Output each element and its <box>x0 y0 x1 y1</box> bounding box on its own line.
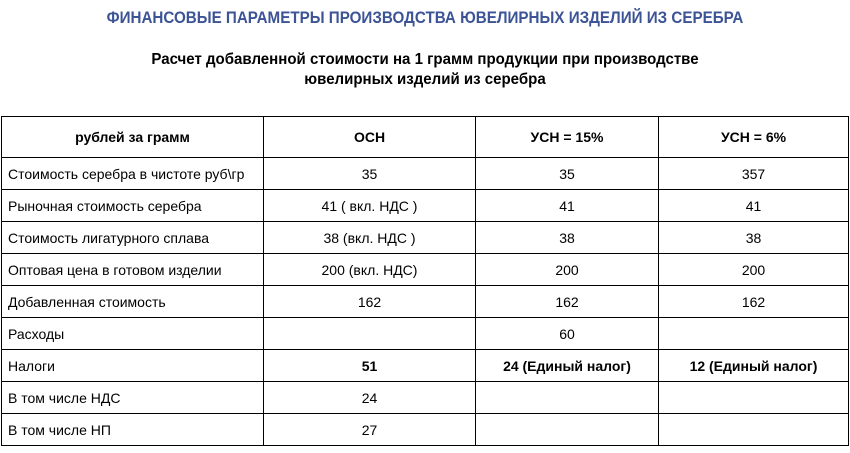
cell-usn6: 357 <box>659 158 849 190</box>
row-label: Оптовая цена в готовом изделии <box>2 254 264 286</box>
cell-osn: 200 (вкл. НДС) <box>264 254 476 286</box>
cell-osn: 41 ( вкл. НДС ) <box>264 190 476 222</box>
table-row <box>2 254 849 286</box>
subtitle-line-2: ювелирных изделий из серебра <box>304 71 546 88</box>
cell-usn6: 162 <box>659 286 849 318</box>
table-row <box>2 190 849 222</box>
cell-osn: 35 <box>264 158 476 190</box>
subtitle-line-1: Расчет добавленной стоимости на 1 грамм продукции при производстве <box>151 51 699 68</box>
row-label: Стоимость лигатурного сплава <box>2 222 264 254</box>
cell-osn <box>264 318 476 350</box>
cell-usn15: 38 <box>476 222 659 254</box>
cell-usn6: 38 <box>659 222 849 254</box>
row-label: Расходы <box>2 318 264 350</box>
row-label: Налоги <box>2 350 264 382</box>
table-row <box>2 414 849 446</box>
cell-usn6 <box>659 318 849 350</box>
subtitle <box>26 50 825 90</box>
table-row <box>2 222 849 254</box>
page-title: ФИНАНСОВЫЕ ПАРАМЕТРЫ ПРОИЗВОДСТВА ЮВЕЛИРНЫХ ИЗДЕЛИЙ ИЗ СЕРЕБРА <box>106 9 744 27</box>
cell-usn15: 200 <box>476 254 659 286</box>
table-row <box>2 318 849 350</box>
column-header-unit: рублей за грамм <box>2 117 264 158</box>
cell-usn6: 200 <box>659 254 849 286</box>
row-label: В том числе НДС <box>2 382 264 414</box>
column-header-usn15: УСН = 15% <box>476 117 659 158</box>
column-header-usn6: УСН = 6% <box>659 117 849 158</box>
table-header-row <box>2 117 849 158</box>
cell-usn15 <box>476 382 659 414</box>
cell-usn15 <box>476 414 659 446</box>
column-header-osn: ОСН <box>264 117 476 158</box>
cell-usn15: 162 <box>476 286 659 318</box>
row-label: В том числе НП <box>2 414 264 446</box>
cell-osn: 27 <box>264 414 476 446</box>
cell-usn15: 24 (Единый налог) <box>476 350 659 382</box>
row-label: Стоимость серебра в чистоте руб\гр <box>2 158 264 190</box>
cell-osn: 51 <box>264 350 476 382</box>
value-added-table <box>1 116 849 446</box>
cell-usn6 <box>659 382 849 414</box>
cell-usn15: 35 <box>476 158 659 190</box>
cell-usn6 <box>659 414 849 446</box>
table-row <box>2 350 849 382</box>
table-row <box>2 158 849 190</box>
cell-osn: 38 (вкл. НДС ) <box>264 222 476 254</box>
cell-osn: 162 <box>264 286 476 318</box>
cell-usn6: 41 <box>659 190 849 222</box>
cell-usn15: 60 <box>476 318 659 350</box>
table-row <box>2 382 849 414</box>
row-label: Добавленная стоимость <box>2 286 264 318</box>
cell-osn: 24 <box>264 382 476 414</box>
table-row <box>2 286 849 318</box>
row-label: Рыночная стоимость серебра <box>2 190 264 222</box>
cell-usn6: 12 (Единый налог) <box>659 350 849 382</box>
cell-usn15: 41 <box>476 190 659 222</box>
